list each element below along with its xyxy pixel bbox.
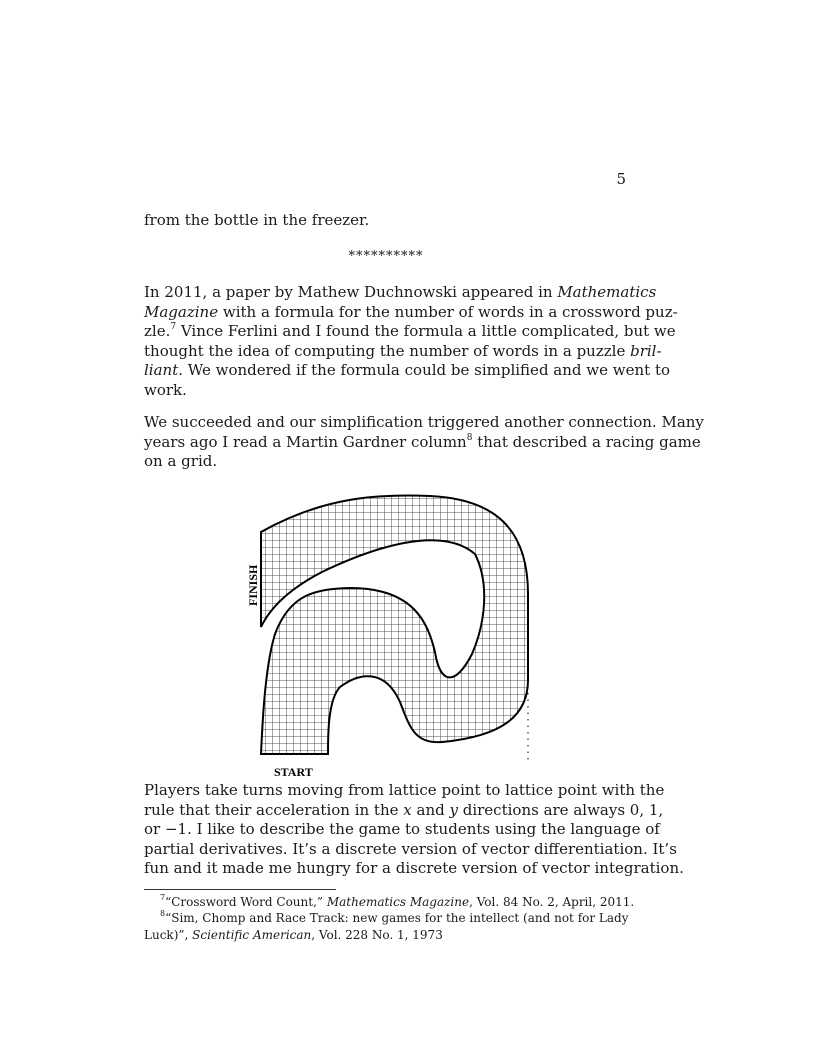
text-line: on a grid.: [144, 452, 218, 471]
text-line: liant. We wondered if the formula could be simplified and we went to: [144, 361, 670, 380]
section-separator: **********: [348, 249, 424, 264]
text-line: zle.$^7$ Vince Ferlini and I found the formula a little complicated, but we: [144, 322, 676, 341]
footnote-line: $^8$“Sim, Chomp and Race Track: new games for the intellect (and not for Lady: [160, 909, 629, 925]
page-number: 5: [616, 170, 626, 188]
text-line: years ago I read a Martin Gardner column$^8$ that described a racing game: [144, 432, 701, 451]
text-line: partial derivatives. It’s a discrete version of vector differentiation. It’s: [144, 839, 677, 858]
text-line: thought the idea of computing the number of words in a puzzle bril-: [144, 341, 662, 360]
footnote-line: $^7$“Crossword Word Count,” Mathematics Magazine, Vol. 84 No. 2, April, 2011.: [160, 893, 635, 909]
footnote-rule: [144, 889, 336, 890]
footnote-ref-7: 7: [170, 322, 177, 333]
text-line: work.: [144, 380, 187, 399]
footnote-line: Luck)”, Scientific American, Vol. 228 No. 1, 1973: [144, 928, 443, 942]
paragraph-players: [144, 781, 684, 879]
text-line: Players take turns moving from lattice point to lattice point with the: [144, 781, 665, 799]
paragraph-gardner: [144, 413, 704, 472]
text-line: In 2011, a paper by Mathew Duchnowski appeared in Mathematics: [144, 283, 657, 301]
footnote-ref-8: 8: [466, 432, 473, 443]
paragraph-continuation: from the bottle in the freezer.: [144, 211, 370, 229]
text-line: Magazine with a formula for the number of words in a crossword puz-: [144, 302, 678, 321]
text-line: We succeeded and our simplification triggered another connection. Many: [144, 413, 704, 431]
race-track-diagram: [230, 484, 540, 780]
text-line: or −1. I like to describe the game to students using the language of: [144, 820, 660, 839]
finish-label: FINISH: [246, 564, 260, 606]
paragraph-crossword: [144, 283, 678, 401]
race-track-figure: [230, 484, 540, 780]
footnote-8: [144, 910, 628, 944]
text-line: rule that their acceleration in the x and y directions are always 0, 1,: [144, 800, 664, 819]
footnote-number: 8: [160, 909, 166, 918]
footnote-7: [144, 893, 635, 911]
start-label: START: [274, 765, 313, 779]
footnote-number: 7: [160, 893, 166, 902]
text-line: fun and it made me hungry for a discrete version of vector integration.: [144, 859, 684, 878]
